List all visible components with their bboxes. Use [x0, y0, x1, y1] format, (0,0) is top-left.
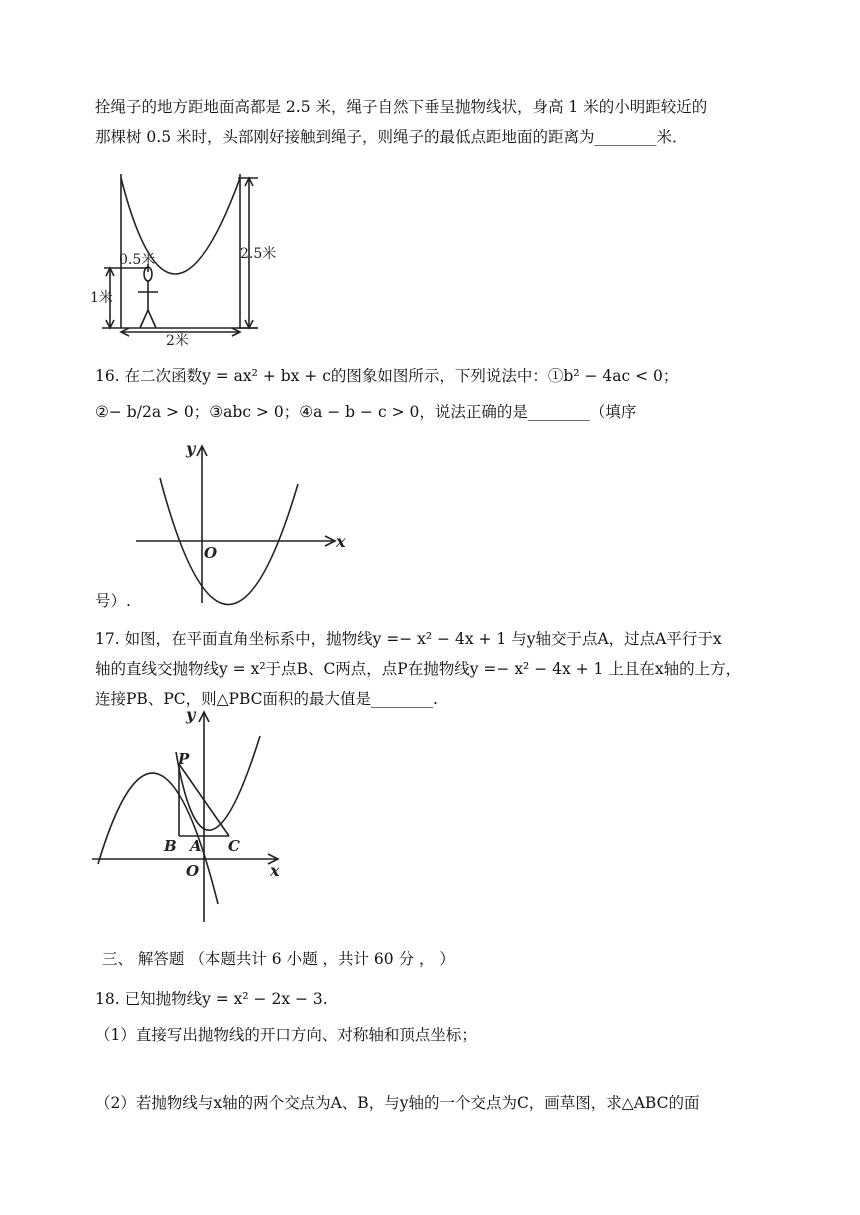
axis-y-label: y: [186, 705, 196, 724]
q18-part-1: （1）直接写出抛物线的开口方向、对称轴和顶点坐标；: [95, 1026, 477, 1044]
q17-line-2: 轴的直线交抛物线y = x²于点B、C两点，点P在抛物线y =− x² − 4x + 1 上且在x轴的上方，: [95, 660, 742, 678]
q18-stem: 18. 已知抛物线y = x² − 2x − 3.: [95, 990, 328, 1008]
axis-y-label: y: [186, 439, 196, 458]
point-b-label: B: [164, 837, 177, 855]
label-05m: 0.5米: [119, 252, 156, 268]
section-title: 三、 解答题 （本题共计 6 小题 ，共计 60 分 ， ）: [102, 950, 455, 968]
label-2m: 2米: [166, 333, 189, 349]
point-p-label: P: [178, 750, 190, 768]
q17-figure: [90, 704, 290, 926]
axis-x-label: x: [336, 532, 346, 551]
point-c-label: C: [228, 837, 240, 855]
q17-line-1: 17. 如图，在平面直角坐标系中，抛物线y =− x² − 4x + 1 与y轴交于点A，过点A平行于x: [95, 630, 722, 648]
origin-label: O: [186, 862, 200, 880]
axis-x-label: x: [270, 861, 280, 880]
q17-line-3: 连接PB、PC，则△PBC面积的最大值是________.: [95, 690, 438, 708]
label-25m: 2.5米: [240, 246, 277, 262]
origin-label: O: [204, 544, 218, 562]
q16-figure: [130, 438, 350, 608]
q16-line-2: ②− b/2a > 0；③abc > 0；④a − b − c > 0，说法正确的是________（填序: [95, 403, 637, 421]
label-1m: 1米: [90, 290, 113, 306]
point-a-label: A: [190, 837, 202, 855]
q16-line-1: 16. 在二次函数y = ax² + bx + c的图象如图所示，下列说法中：①b² − 4ac < 0；: [95, 367, 679, 385]
q15-line-1: 拴绳子的地方距地面高都是 2.5 米，绳子自然下垂呈抛物线状，身高 1 米的小明距较近的: [95, 98, 708, 116]
q15-line-2: 那棵树 0.5 米时，头部刚好接触到绳子，则绳子的最低点距地面的距离为________米．: [95, 128, 688, 146]
q16-line-3: 号）.: [95, 592, 131, 610]
q15-figure: [88, 160, 298, 349]
q18-part-2: （2）若抛物线与x轴的两个交点为A、B，与y轴的一个交点为C，画草图，求△ABC的面: [95, 1094, 700, 1112]
